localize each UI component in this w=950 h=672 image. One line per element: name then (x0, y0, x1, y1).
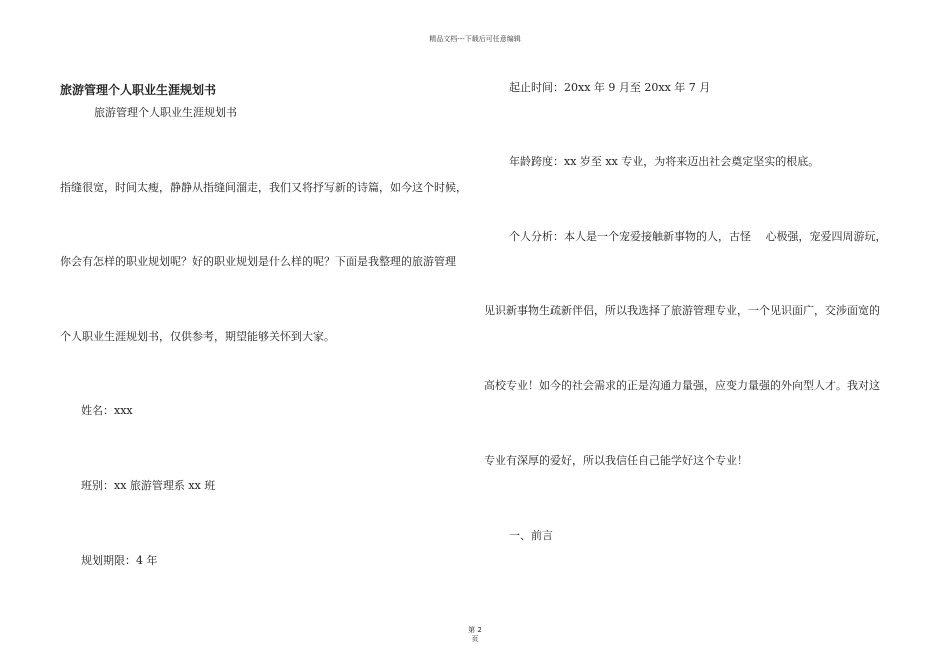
page-number-line-1: 第 2 (468, 626, 482, 634)
page-number-line-2: 页 (471, 635, 479, 643)
class-field: 班别：xx 旅游管理系 xx 班 (81, 479, 216, 492)
analysis-line-3: 高校专业！如今的社会需求的正是沟通力量强，应变力量强的外向型人才。我对这 (484, 379, 880, 392)
analysis-line-1: 个人分析：本人是一个宠爱接触新事物的人，古怪 心极强，宠爱四周游玩， (509, 230, 887, 243)
age-span-field: 年龄跨度：xx 岁至 xx 专业，为将来迈出社会奠定坚实的根底。 (509, 155, 820, 168)
analysis-line-2: 见识新事物生疏新伴侣，所以我选择了旅游管理专业，一个见识面广，交涉面宽的 (484, 304, 880, 317)
intro-line-2: 你会有怎样的职业规划呢？好的职业规划是什么样的呢？下面是我整理的旅游管理 (60, 255, 456, 268)
name-field: 姓名：xxx (81, 404, 133, 417)
document-subtitle: 旅游管理个人职业生涯规划书 (94, 106, 237, 119)
analysis-line-4: 专业有深厚的爱好，所以我信任自己能学好这个专业！ (484, 454, 748, 467)
document-title: 旅游管理个人职业生涯规划书 (60, 83, 217, 97)
intro-line-3: 个人职业生涯规划书，仅供参考，期望能够关怀到大家。 (60, 330, 335, 343)
page-header: 精品文档---下载后可任意编辑 (429, 35, 521, 43)
section-heading-preface: 一、前言 (509, 529, 553, 542)
period-field: 规划期限：4 年 (81, 554, 158, 567)
page-number (0, 626, 950, 644)
start-time-field: 起止时间：20xx 年 9 月至 20xx 年 7 月 (509, 81, 711, 94)
intro-line-1: 指缝很宽，时间太瘦，静静从指缝间溜走，我们又将抒写新的诗篇，如今这个时候， (60, 181, 467, 194)
